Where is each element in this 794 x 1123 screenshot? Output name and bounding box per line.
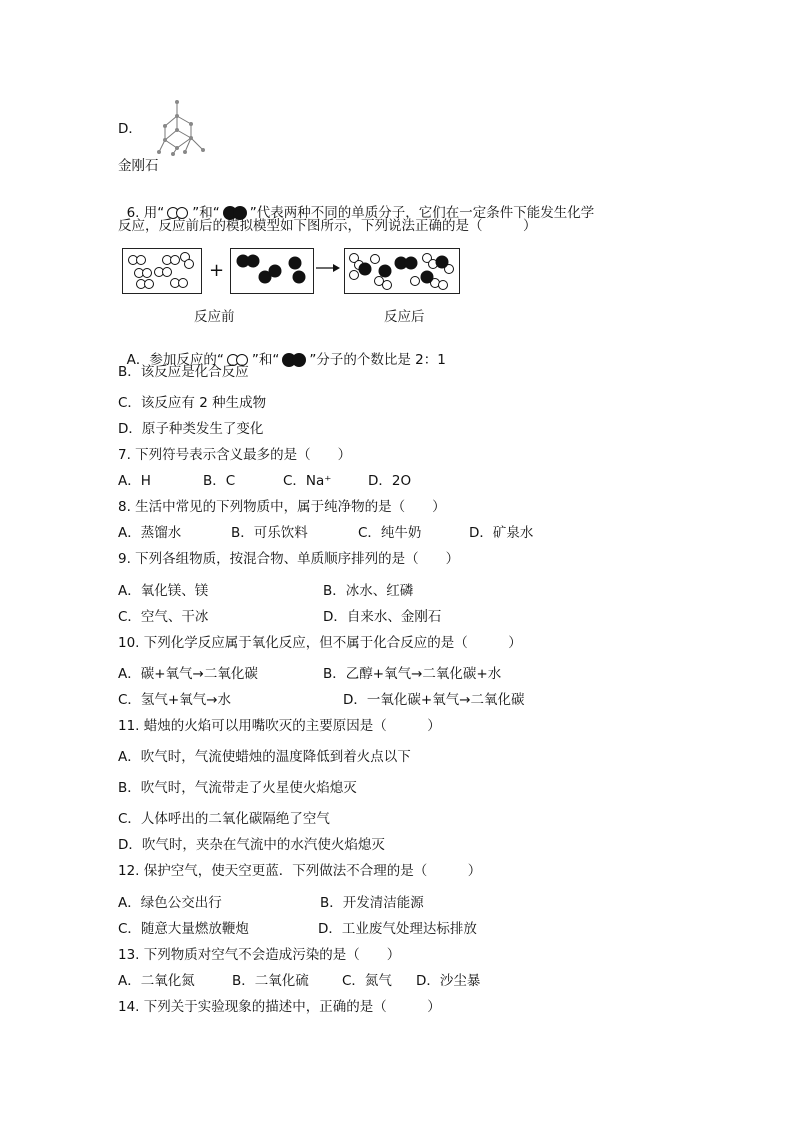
q8-option-c: C．纯牛奶 <box>358 525 422 541</box>
q6-option-b: B．该反应是化合反应 <box>118 364 249 380</box>
q9-option-c: C．空气、干冰 <box>118 609 209 625</box>
q10-option-d: D．一氧化碳+氧气→二氧化碳 <box>343 692 525 708</box>
after-box <box>344 248 460 294</box>
q13-option-a: A．二氧化氮 <box>118 973 195 989</box>
q6-text-b: ”和“ <box>192 205 220 221</box>
q10-stem: 10. 下列化学反应属于氧化反应，但不属于化合反应的是（ ） <box>118 635 522 651</box>
q5-caption: 金刚石 <box>118 158 159 174</box>
q6-option-a-text2: ”和“ <box>251 352 280 368</box>
q8-stem: 8. 生活中常见的下列物质中，属于纯净物的是（ ） <box>118 499 446 515</box>
caption-before: 反应前 <box>194 309 235 325</box>
q6-text-c: ”代表两种不同的单质分子，它们在一定条件下能发生化学 <box>249 205 595 221</box>
q7-option-d: D．2O <box>368 473 412 489</box>
q12-option-c: C．随意大量燃放鞭炮 <box>118 921 249 937</box>
q11-option-b: B．吹气时，气流带走了火星使火焰熄灭 <box>118 780 357 796</box>
q12-option-b: B．开发清洁能源 <box>320 895 424 911</box>
q13-stem: 13. 下列物质对空气不会造成污染的是（ ） <box>118 947 401 963</box>
q13-option-c: C．氮气 <box>342 973 392 989</box>
q11-option-a: A．吹气时，气流使蜡烛的温度降低到着火点以下 <box>118 749 411 765</box>
q6-text-a: 6. 用“ <box>126 205 165 221</box>
q11-stem: 11. 蜡烛的火焰可以用嘴吹灭的主要原因是（ ） <box>118 718 441 734</box>
q11-option-d: D．吹气时，夹杂在气流中的水汽使火焰熄灭 <box>118 837 385 853</box>
q10-option-a: A．碳+氧气→二氧化碳 <box>118 666 258 682</box>
plus-sign: + <box>209 260 225 281</box>
q9-option-d: D．自来水、金刚石 <box>323 609 442 625</box>
q10-option-b: B．乙醇+氧气→二氧化碳+水 <box>323 666 502 682</box>
right-arrow-icon <box>316 262 340 274</box>
diamond-structure-icon <box>155 98 209 156</box>
after-molecules-group <box>345 249 459 293</box>
q12-option-a: A．绿色公交出行 <box>118 895 222 911</box>
q6-option-a-text3: ”分子的个数比是 2：1 <box>309 352 446 368</box>
q7-stem: 7. 下列符号表示含义最多的是（ ） <box>118 447 352 463</box>
q6-stem-line2: 反应，反应前后的模拟模型如下图所示，下列说法正确的是（ ） <box>118 218 537 234</box>
q7-option-c: C．Na⁺ <box>283 473 332 489</box>
black-molecule-icon <box>281 352 307 368</box>
q14-stem: 14. 下列关于实验现象的描述中，正确的是（ ） <box>118 999 441 1015</box>
q8-option-b: B．可乐饮料 <box>231 525 308 541</box>
q6-option-a-text1: A．参加反应的“ <box>126 352 224 368</box>
q9-stem: 9. 下列各组物质，按混合物、单质顺序排列的是（ ） <box>118 551 460 567</box>
q7-option-a: A．H <box>118 473 151 489</box>
black-molecules-group <box>231 249 313 293</box>
before-white-box <box>122 248 202 294</box>
q6-option-d: D．原子种类发生了变化 <box>118 421 264 437</box>
q11-option-c: C．人体呼出的二氧化碳隔绝了空气 <box>118 811 330 827</box>
q9-option-a: A．氧化镁、镁 <box>118 583 209 599</box>
q7-option-b: B．C <box>203 473 236 489</box>
q6-option-c: C．该反应有 2 种生成物 <box>118 395 267 411</box>
q8-option-a: A．蒸馏水 <box>118 525 182 541</box>
q9-option-b: B．冰水、红磷 <box>323 583 414 599</box>
q10-option-c: C．氢气+氧气→水 <box>118 692 232 708</box>
white-molecules-group <box>123 249 201 293</box>
q12-option-d: D．工业废气处理达标排放 <box>318 921 477 937</box>
q13-option-b: B．二氧化硫 <box>232 973 309 989</box>
q12-stem: 12. 保护空气，使天空更蓝．下列做法不合理的是（ ） <box>118 863 482 879</box>
before-black-box <box>230 248 314 294</box>
q8-option-d: D．矿泉水 <box>469 525 534 541</box>
caption-after: 反应后 <box>384 309 425 325</box>
q13-option-d: D．沙尘暴 <box>416 973 481 989</box>
q5-option-d-label: D． <box>118 121 142 137</box>
